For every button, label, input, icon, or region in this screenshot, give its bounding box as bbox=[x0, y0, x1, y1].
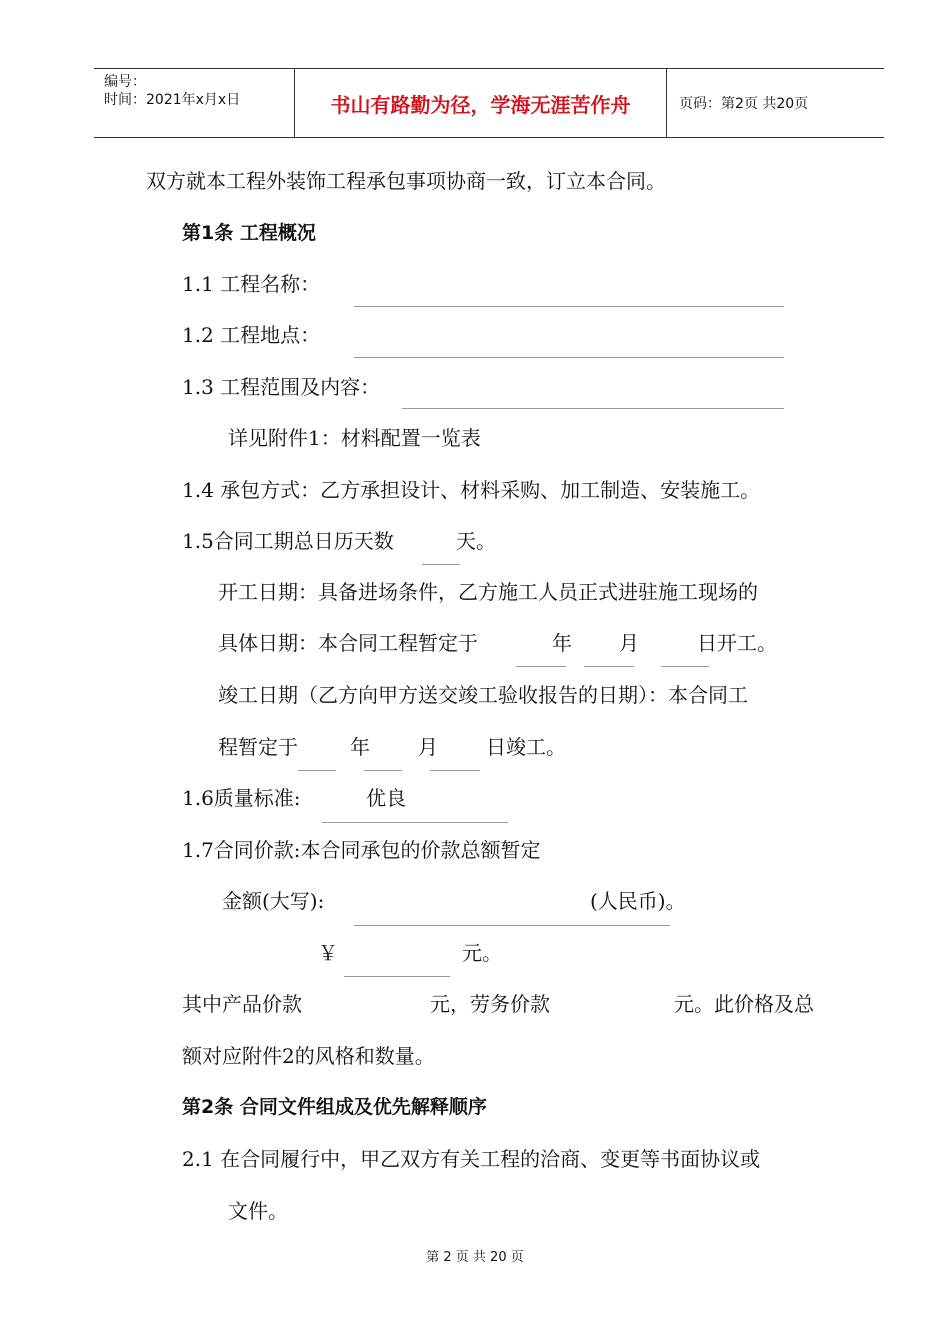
amount-words-blank bbox=[354, 925, 670, 926]
amount-yuan-label: 元。 bbox=[462, 941, 502, 965]
amount-yen-symbol: ￥ bbox=[318, 941, 338, 965]
duration-days-blank bbox=[422, 564, 460, 565]
price-split-total: 元。此价格及总 bbox=[674, 992, 814, 1016]
start-day-blank bbox=[661, 666, 709, 667]
completion-year-blank bbox=[298, 770, 336, 771]
quality-standard-value: 优良 bbox=[366, 786, 406, 810]
clause-1-3-detail: 详见附件1：材料配置一览表 bbox=[228, 426, 481, 450]
document-number-label: 编号： bbox=[104, 74, 146, 90]
clause-1-5-unit: 天。 bbox=[456, 529, 496, 553]
document-time: 时间：2021年x月x日 bbox=[104, 92, 241, 108]
start-date-line-2: 具体日期：本合同工程暂定于 bbox=[218, 631, 478, 655]
clause-1-7: 1.7合同价款:本合同承包的价款总额暂定 bbox=[182, 838, 541, 862]
completion-date-line-1: 竣工日期（乙方向甲方送交竣工验收报告的日期）：本合同工 bbox=[218, 683, 748, 707]
project-scope-blank bbox=[402, 408, 784, 409]
completion-day-label: 日竣工。 bbox=[486, 735, 566, 759]
header-motto: 书山有路勤为径，学海无涯苦作舟 bbox=[295, 69, 667, 137]
clause-1-2: 1.2 工程地点： bbox=[182, 323, 321, 347]
clause-1-1: 1.1 工程名称： bbox=[182, 272, 321, 296]
price-split-line-2: 额对应附件2的风格和数量。 bbox=[182, 1044, 435, 1068]
price-split-labor: 元，劳务价款 bbox=[430, 992, 550, 1016]
page-footer: 第 2 页 共 20 页 bbox=[426, 1250, 524, 1265]
article-1-title: 第1条 工程概况 bbox=[182, 222, 316, 244]
clause-1-4: 1.4 承包方式：乙方承担设计、材料采购、加工制造、安装施工。 bbox=[182, 478, 761, 502]
amount-currency-note: (人民币)。 bbox=[590, 889, 686, 913]
clause-1-6-label: 1.6质量标准: bbox=[182, 786, 301, 810]
completion-year-label: 年 bbox=[350, 735, 370, 759]
start-month-label: 月 bbox=[619, 631, 639, 655]
project-name-blank bbox=[354, 306, 784, 307]
clause-2-1-line-1: 2.1 在合同履行中，甲乙双方有关工程的洽商、变更等书面协议或 bbox=[182, 1147, 761, 1171]
header-meta-cell bbox=[94, 69, 295, 137]
start-year-blank bbox=[516, 666, 566, 667]
header-page-info: 页码：第2页 共20页 bbox=[679, 96, 809, 112]
completion-month-blank bbox=[364, 770, 402, 771]
clause-1-3: 1.3 工程范围及内容： bbox=[182, 375, 381, 399]
completion-date-line-2: 程暂定于 bbox=[218, 735, 298, 759]
clause-2-1-line-2: 文件。 bbox=[228, 1199, 288, 1223]
clause-1-5-label: 1.5合同工期总日历天数 bbox=[182, 529, 394, 553]
price-split-product: 其中产品价款 bbox=[182, 992, 302, 1016]
article-2-title: 第2条 合同文件组成及优先解释顺序 bbox=[182, 1096, 487, 1118]
start-month-blank bbox=[584, 666, 634, 667]
start-year-label: 年 bbox=[552, 631, 572, 655]
start-day-label: 日开工。 bbox=[697, 631, 777, 655]
completion-month-label: 月 bbox=[418, 735, 438, 759]
page-header bbox=[94, 68, 884, 138]
start-date-line-1: 开工日期：具备进场条件，乙方施工人员正式进驻施工现场的 bbox=[218, 580, 758, 604]
intro-paragraph: 双方就本工程外装饰工程承包事项协商一致，订立本合同。 bbox=[146, 169, 666, 193]
project-location-blank bbox=[354, 357, 784, 358]
amount-words-label: 金额(大写): bbox=[222, 889, 325, 913]
quality-standard-blank bbox=[322, 822, 508, 823]
amount-figures-blank bbox=[344, 976, 450, 977]
completion-day-blank bbox=[430, 770, 480, 771]
